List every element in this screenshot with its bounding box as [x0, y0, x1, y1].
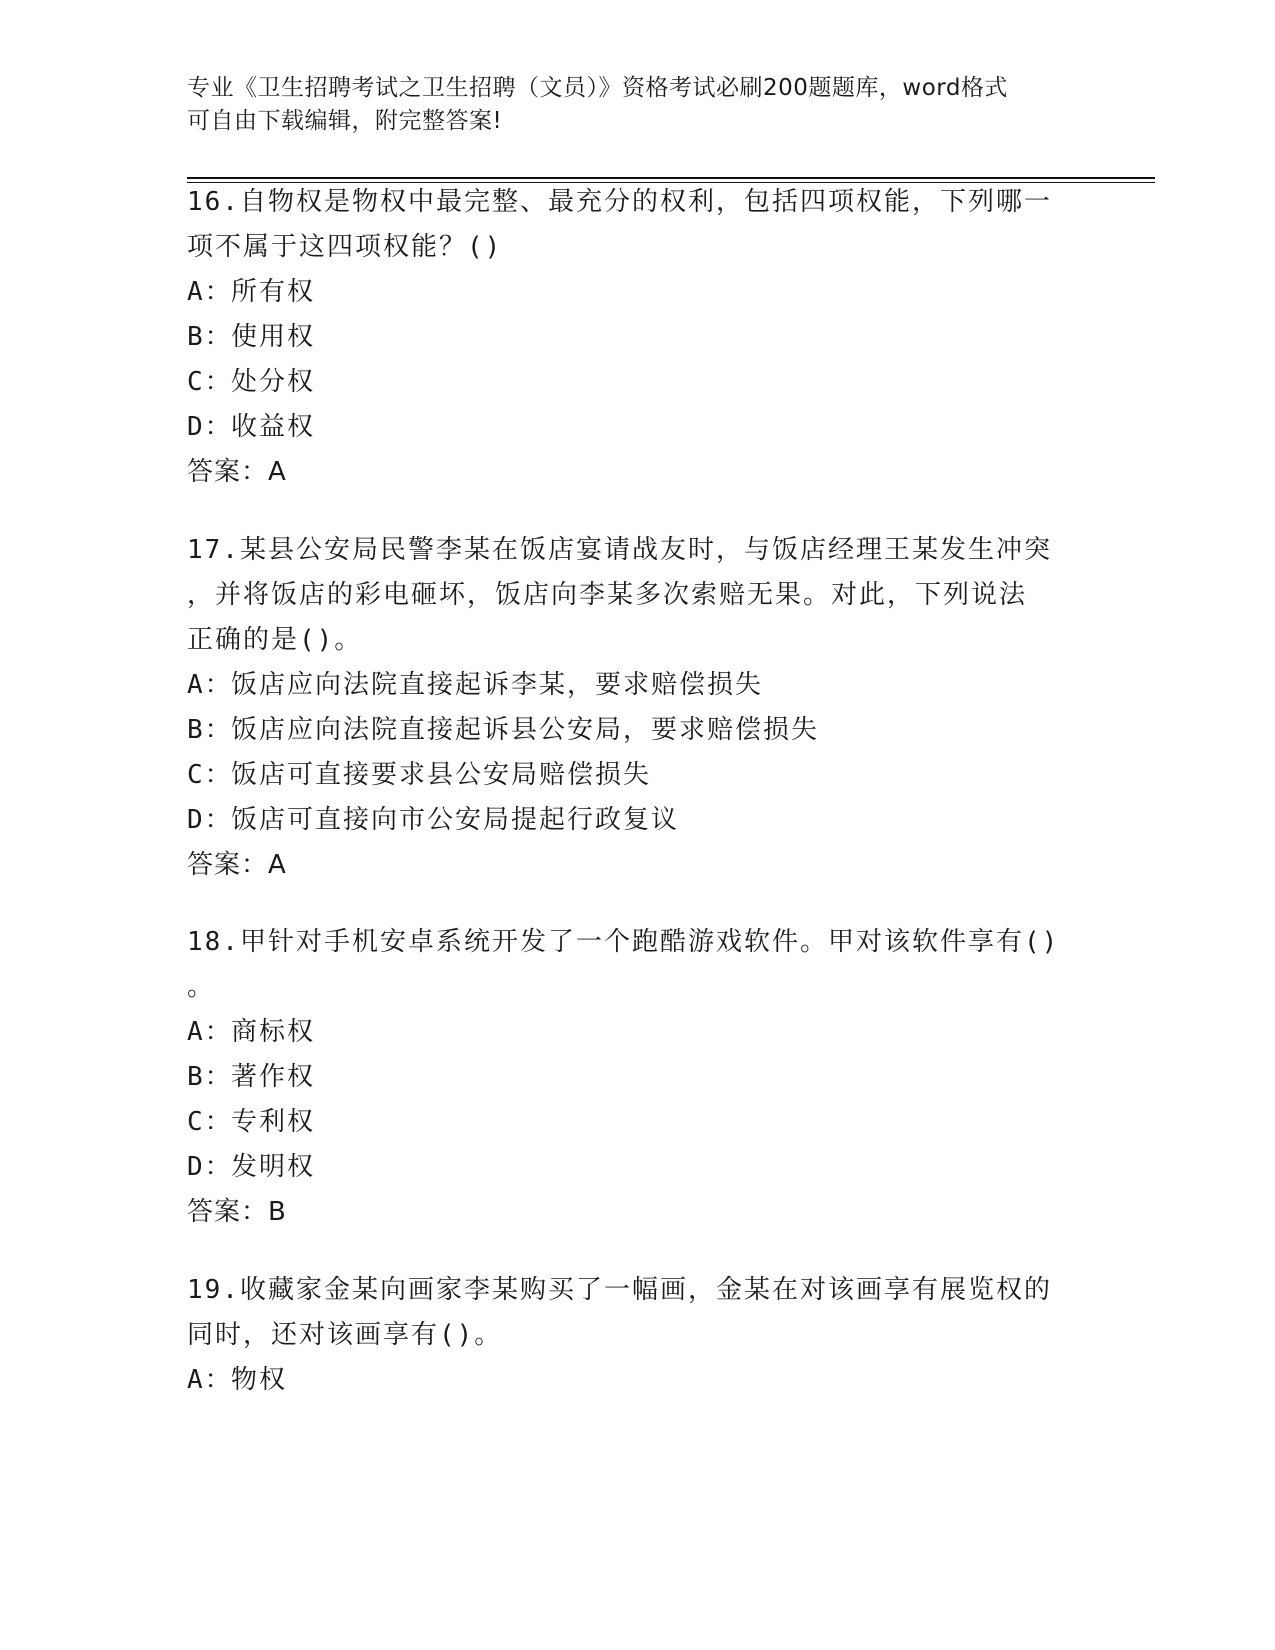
question-stem-line: 18.甲针对手机安卓系统开发了一个跑酷游戏软件。甲对该软件享有() — [187, 927, 1060, 957]
answer-line: 答案：A — [187, 457, 287, 487]
option-c — [187, 1100, 1087, 1145]
question-stem-line: ，并将饭店的彩电砸坏，饭店向李某多次索赔无果。对此，下列说法 — [187, 580, 1028, 610]
option-text: 专利权 — [231, 1107, 316, 1137]
option-text: 饭店应向法院直接起诉李某，要求赔偿损失 — [231, 670, 764, 700]
option-text: 物权 — [231, 1365, 288, 1395]
question-19 — [187, 1268, 1087, 1403]
option-a — [187, 270, 1087, 315]
option-letter: A： — [187, 1017, 233, 1047]
header-rule-thick — [187, 177, 1155, 179]
question-17 — [187, 528, 1087, 888]
question-stem-line: 。 — [187, 972, 216, 1002]
question-stem-line: 项不属于这四项权能？() — [187, 232, 503, 262]
option-letter: A： — [187, 1365, 233, 1395]
option-d — [187, 405, 1087, 450]
option-text: 著作权 — [231, 1062, 316, 1092]
option-text: 发明权 — [231, 1152, 316, 1182]
option-a — [187, 1010, 1087, 1055]
option-letter: B： — [187, 715, 233, 745]
question-stem-line: 17.某县公安局民警李某在饭店宴请战友时，与饭店经理王某发生冲突 — [187, 535, 1052, 565]
option-letter: B： — [187, 1062, 233, 1092]
answer-line: 答案：B — [187, 1197, 287, 1227]
option-text: 所有权 — [231, 277, 316, 307]
option-text: 收益权 — [231, 412, 316, 442]
option-letter: C： — [187, 367, 233, 397]
document-header — [187, 72, 1087, 138]
option-letter: A： — [187, 277, 233, 307]
option-c — [187, 753, 1087, 798]
question-stem-line: 19.收藏家金某向画家李某购买了一幅画，金某在对该画享有展览权的 — [187, 1275, 1052, 1305]
option-letter: D： — [187, 1152, 233, 1182]
option-letter: D： — [187, 805, 233, 835]
question-16 — [187, 180, 1087, 495]
option-text: 饭店可直接向市公安局提起行政复议 — [231, 805, 680, 835]
option-letter: D： — [187, 412, 233, 442]
option-b — [187, 1055, 1087, 1100]
option-c — [187, 360, 1087, 405]
option-text: 饭店应向法院直接起诉县公安局，要求赔偿损失 — [231, 715, 820, 745]
option-a — [187, 663, 1087, 708]
header-line-1: 专业《卫生招聘考试之卫生招聘（文员）》资格考试必刷200题题库，word格式 — [187, 75, 1008, 101]
option-text: 饭店可直接要求县公安局赔偿损失 — [231, 760, 652, 790]
question-18 — [187, 920, 1087, 1235]
option-text: 商标权 — [231, 1017, 316, 1047]
option-letter: C： — [187, 760, 233, 790]
option-d — [187, 798, 1087, 843]
option-a — [187, 1358, 1087, 1403]
option-letter: A： — [187, 670, 233, 700]
option-text: 使用权 — [231, 322, 316, 352]
option-d — [187, 1145, 1087, 1190]
question-stem-line: 16.自物权是物权中最完整、最充分的权利，包括四项权能，下列哪一 — [187, 187, 1052, 217]
option-letter: C： — [187, 1107, 233, 1137]
option-b — [187, 708, 1087, 753]
option-b — [187, 315, 1087, 360]
answer-line: 答案：A — [187, 850, 287, 880]
header-line-2: 可自由下载编辑，附完整答案! — [187, 108, 503, 134]
option-letter: B： — [187, 322, 233, 352]
option-text: 处分权 — [231, 367, 316, 397]
question-stem-line: 同时，还对该画享有()。 — [187, 1320, 503, 1350]
question-stem-line: 正确的是()。 — [187, 625, 363, 655]
